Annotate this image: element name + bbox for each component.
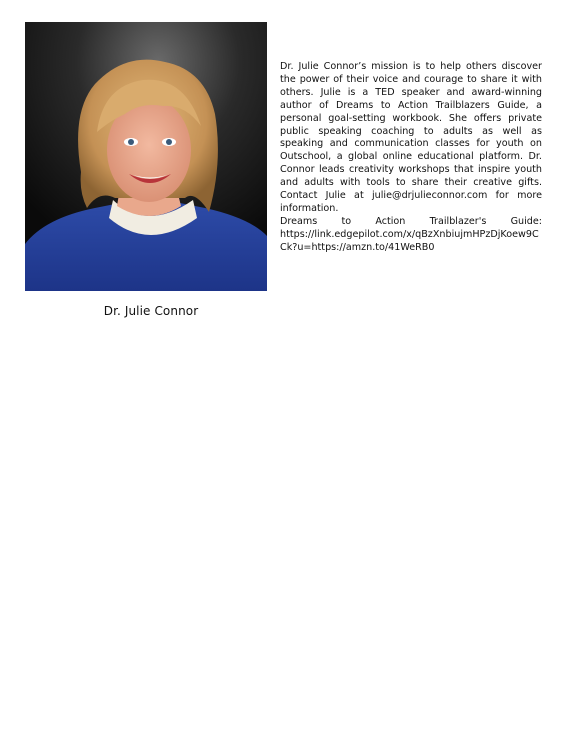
- guide-link[interactable]: https://link.edgepilot.com/x/qBzXnbiujmHPzDjKoew9CCk?u=https://amzn.to/41WeRB0: [280, 228, 539, 253]
- photo-caption: Dr. Julie Connor: [103, 304, 199, 318]
- bio-paragraph: Dr. Julie Connor’s mission is to help others discover the power of their voice and courage to share it with others. Julie is a TED speaker and award-winning author of Dreams to Action Trailblazers Guide, a personal goal-setting workbook. She offers private public speaking coaching to adults as well as speaking and communication classes for youth on Outschool, a global online educational platform. Dr. Connor leads creativity workshops that inspire youth and adults with tools to share their creative gifts. Contact Julie at julie@drjulieconnor.com for more information.: [280, 61, 542, 214]
- guide-label: Dreams to Action Trailblazer's Guide:: [280, 215, 542, 227]
- profile-photo: [25, 22, 267, 291]
- portrait-image: [25, 22, 267, 291]
- bio-text-block: [280, 61, 542, 255]
